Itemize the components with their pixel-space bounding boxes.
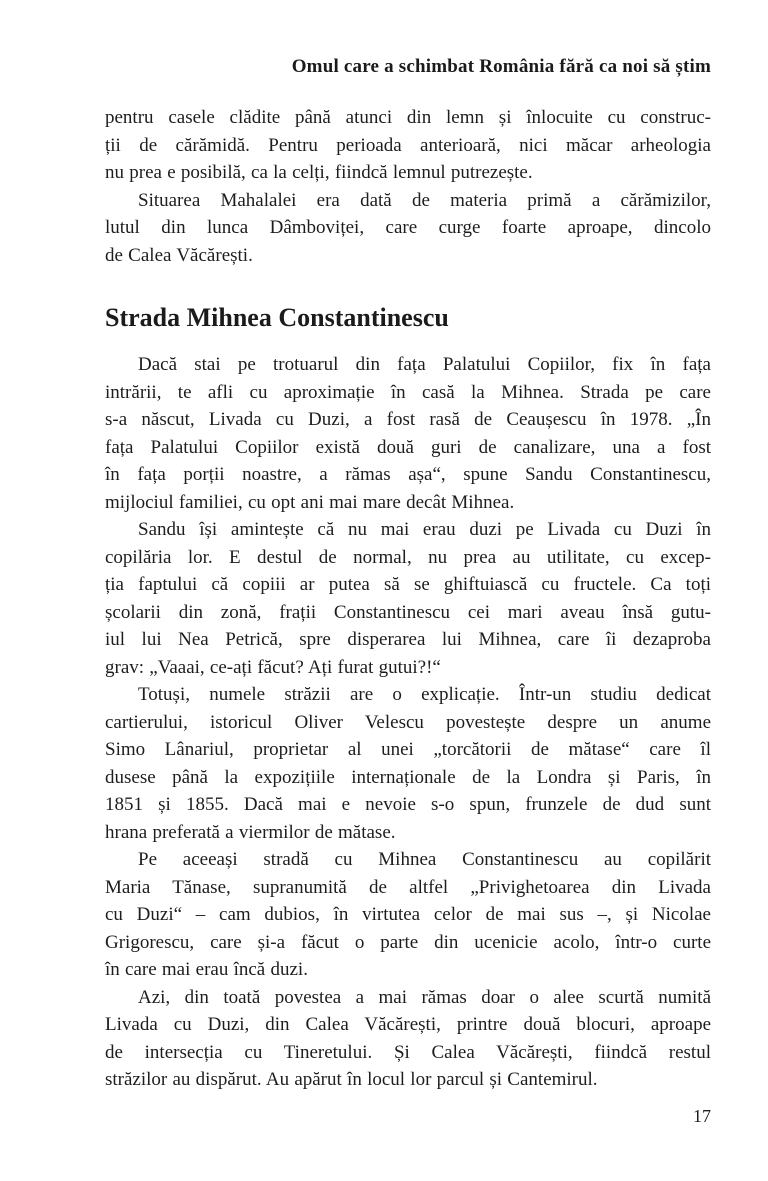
text-line: Simo Lânariul, proprietar al unei „torcătorii de mătase“ care îl [105,739,711,760]
text-line: intrării, te afli cu aproximație în casă la Mihnea. Strada pe care [105,381,711,403]
paragraph [105,846,711,984]
text-line: fața Palatului Copiilor există două guri de canalizare, una a fost [105,436,711,458]
paragraph [105,681,711,846]
paragraph [105,984,711,1094]
text-line: Situarea Mahalalei era dată de materia primă a cărămizilor, [138,189,711,211]
text-line: Grigorescu, care și-a făcut o parte din ucenicie acolo, într-o curte [105,931,711,953]
paragraph [105,516,711,681]
text-line: cartierului, istoricul Oliver Velescu povestește despre un anume [105,711,711,733]
section-heading: Strada Mihnea Constantinescu [105,303,449,332]
text-line: de Calea Văcărești. [105,244,253,266]
running-header: Omul care a schimbat România fără ca noi să știm [291,56,711,77]
text-line: ții de cărămidă. Pentru perioada anterioară, nici măcar arheologia [105,134,711,156]
text-line: Totuși, numele străzii are o explicație. Într-un studiu dedicat [138,684,711,705]
text-line: Pe aceeași stradă cu Mihnea Constantinescu au copilărit [138,849,711,870]
text-line: Livada cu Duzi, din Calea Văcărești, printre două blocuri, aproape [105,1014,711,1035]
page-content [105,104,711,1094]
text-line: pentru casele clădite până atunci din lemn și înlocuite cu construc- [105,107,711,128]
text-line: lutul din lunca Dâmboviței, care curge foarte aproape, dincolo [105,217,711,238]
text-line: 1851 și 1855. Dacă mai e nevoie s-o spun, frunzele de dud sunt [105,794,711,815]
text-line: s-a născut, Livada cu Duzi, a fost rasă de Ceaușescu în 1978. „În [105,409,711,430]
paragraph [105,351,711,516]
text-line: copilăria lor. E destul de normal, nu prea au utilitate, cu excep- [105,546,711,568]
text-line: mijlociul familiei, cu opt ani mai mare decât Mihnea. [105,491,515,513]
text-line: de intersecția cu Tineretului. Și Calea Văcărești, fiindcă restul [105,1041,711,1063]
text-line: Dacă stai pe trotuarul din fața Palatului Copiilor, fix în fața [138,354,711,375]
text-line: străzilor au dispărut. Au apărut în locul lor parcul și Cantemirul. [105,1069,598,1090]
text-line: în care mai erau încă duzi. [105,959,308,980]
text-line: Maria Tănase, supranumită de altfel „Privighetoarea din Livada [105,876,711,898]
text-line: dusese până la expozițiile internaționale de la Londra și Paris, în [105,766,711,788]
page-number: 17 [693,1106,711,1126]
text-line: școlarii din zonă, frații Constantinescu cei mari aveau însă gutu- [105,601,711,623]
text-line: grav: „Vaaai, ce-ați făcut? Ați furat gutui?!“ [105,656,441,678]
paragraph [105,187,711,270]
text-line: Sandu își amintește că nu mai erau duzi pe Livada cu Duzi în [138,519,711,540]
text-line: iul lui Nea Petrică, spre disperarea lui Mihnea, care îi dezaproba [105,629,711,650]
text-line: nu prea e posibilă, ca la celți, fiindcă lemnul putrezește. [105,162,533,183]
text-line: hrana preferată a viermilor de mătase. [105,821,396,843]
text-line: ția faptului că copiii ar putea să se ghiftuiască cu fructele. Ca toți [105,574,711,595]
text-line: cu Duzi“ – cam dubios, în virtutea celor de mai sus –, și Nicolae [105,904,711,925]
text-line: Azi, din toată povestea a mai rămas doar o alee scurtă numită [138,986,711,1008]
text-line: în fața porții noastre, a rămas așa“, spune Sandu Constantinescu, [105,464,711,485]
paragraph [105,104,711,187]
